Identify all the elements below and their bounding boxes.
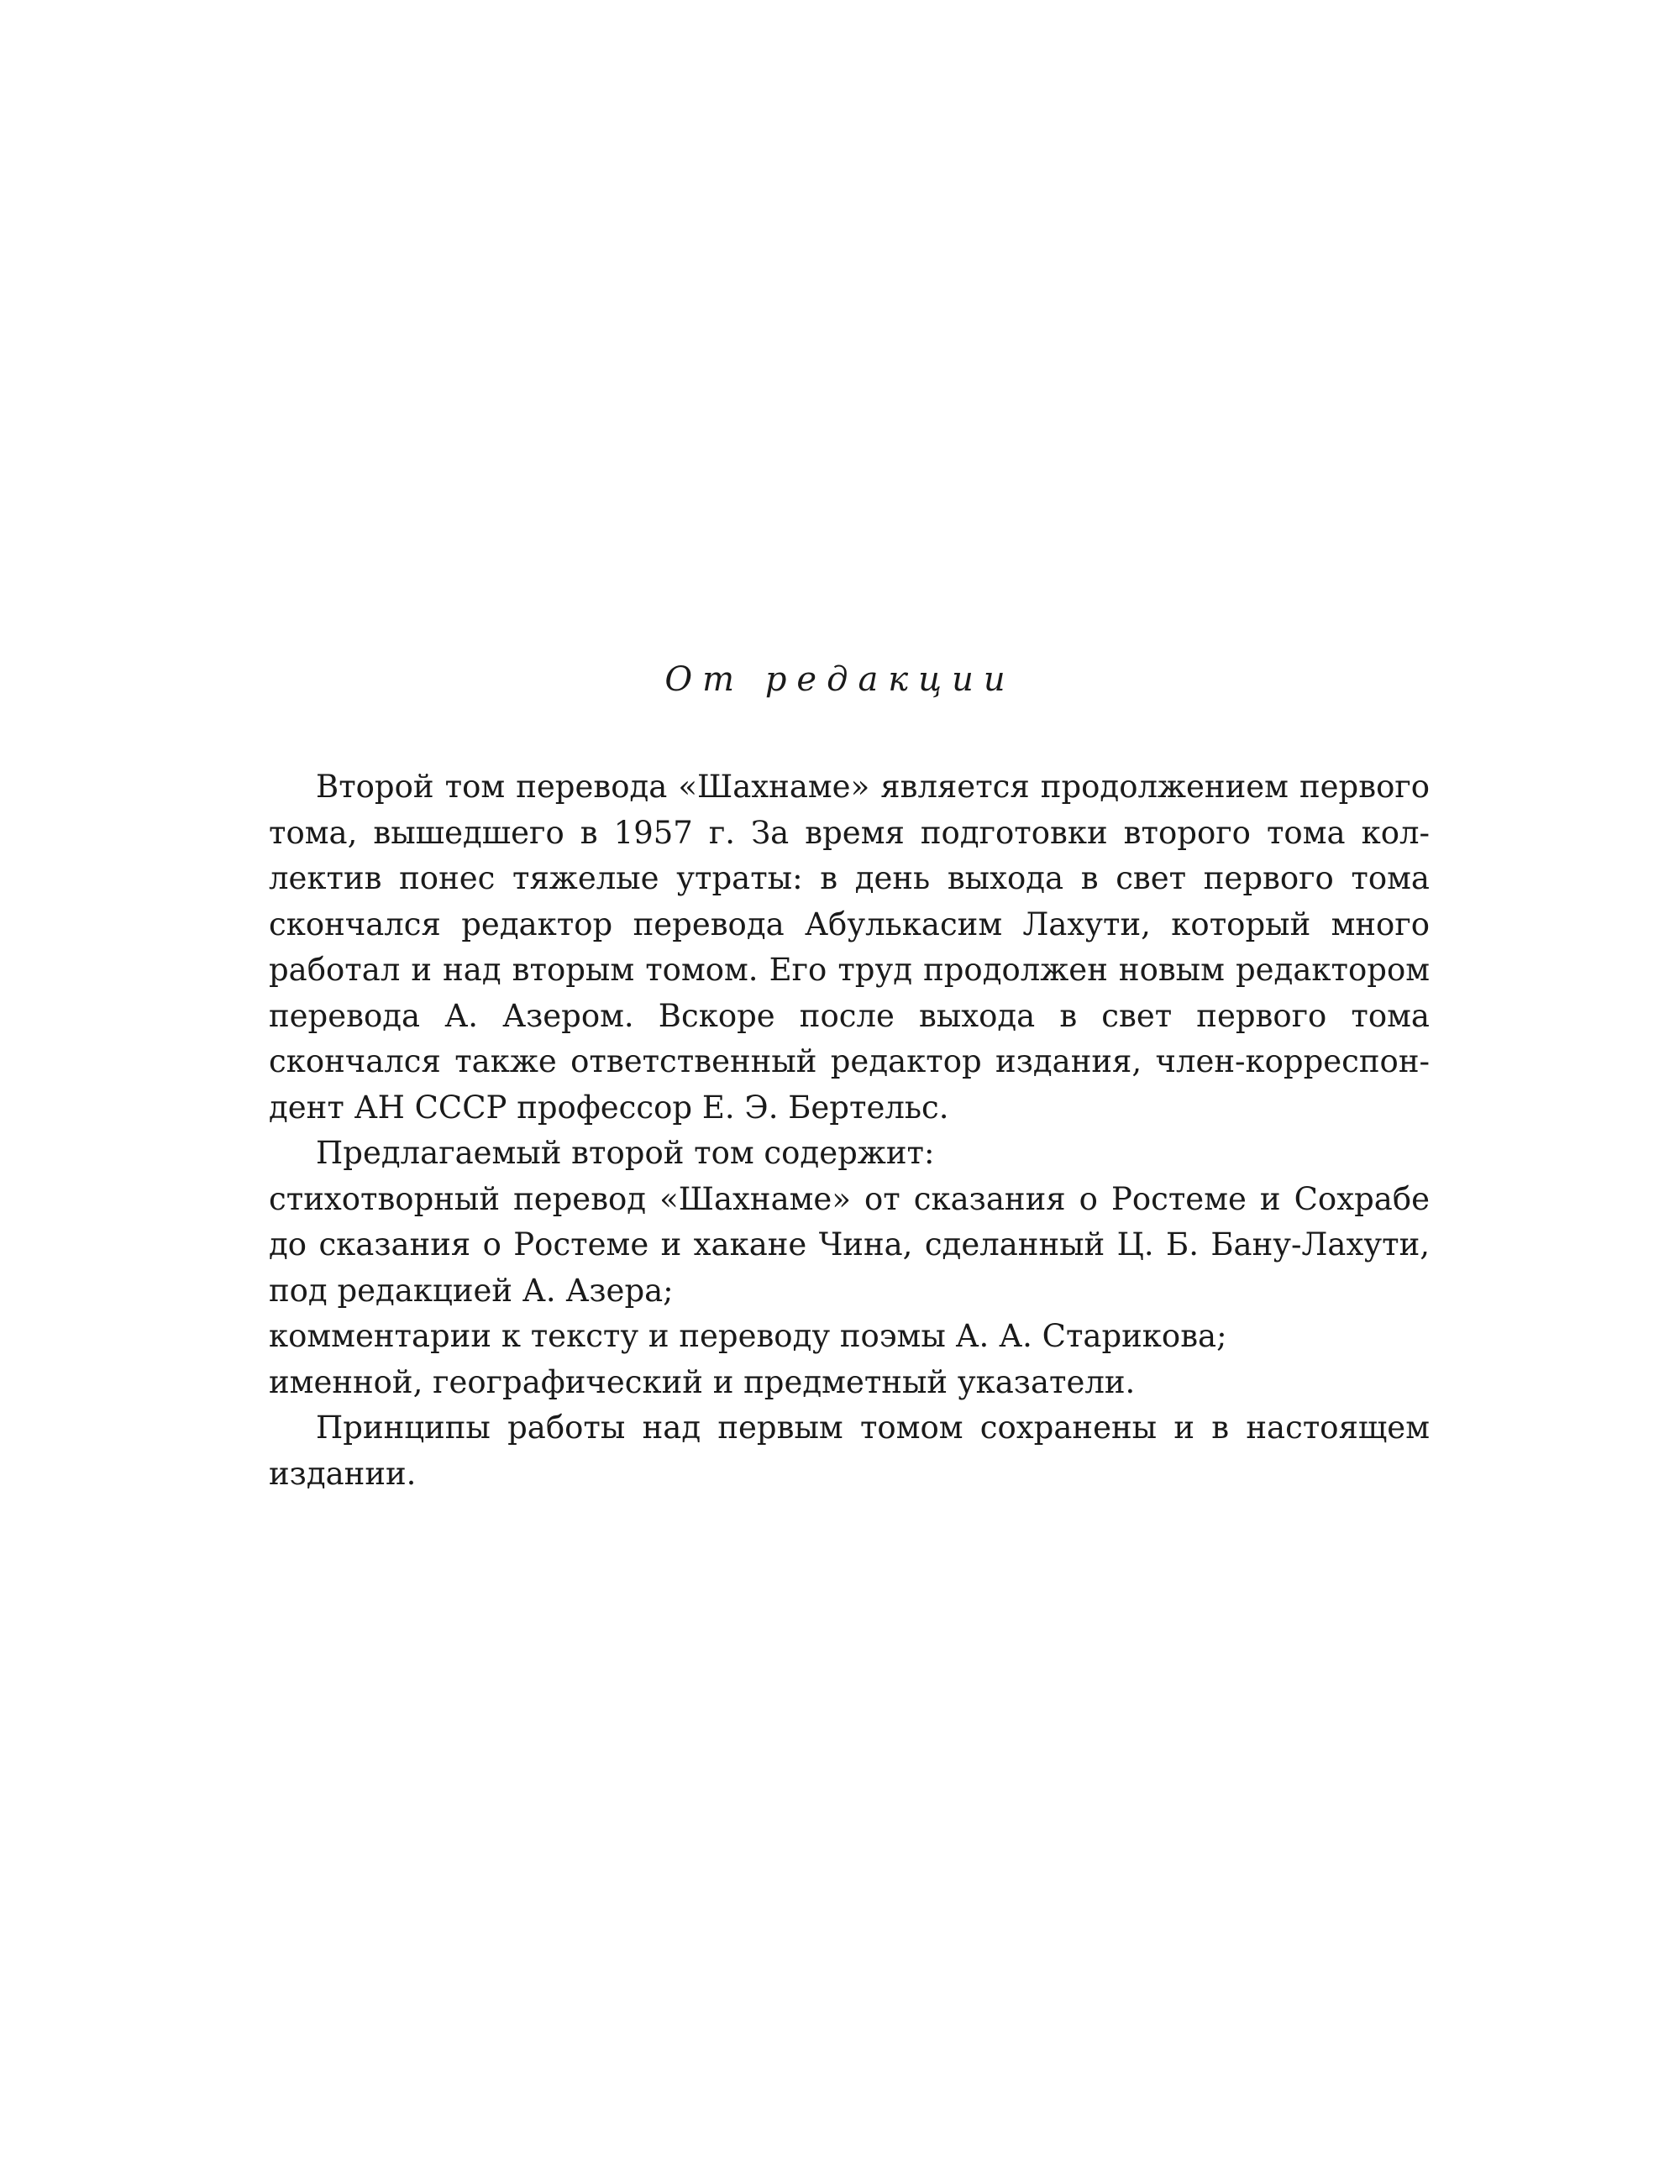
editorial-text <box>269 764 1430 1497</box>
text-line: до сказания о Ростеме и хакане Чина, сделанный Ц. Б. Бану-Лахути, <box>269 1226 1430 1263</box>
page-title: От редакции <box>664 660 1016 699</box>
text-line: издании. <box>269 1455 417 1492</box>
text-line: тома, вышедшего в 1957 г. За время подготовки второго тома кол- <box>269 814 1430 851</box>
text-line: Принципы работы над первым томом сохранены и в настоящем <box>316 1410 1430 1446</box>
text-line: под редакцией А. Азера; <box>269 1272 674 1309</box>
text-line: работал и над вторым томом. Его труд продолжен новым редактором <box>269 952 1430 988</box>
text-line: Предлагаемый второй том содержит: <box>316 1135 935 1171</box>
text-line: Второй том перевода «Шахнаме» является продолжением первого <box>316 769 1430 805</box>
text-line: скончался также ответственный редактор издания, член-корреспон- <box>269 1043 1430 1079</box>
text-line: комментарии к тексту и переводу поэмы А. А. Старикова; <box>269 1318 1227 1354</box>
text-line: именной, географический и предметный указатели. <box>269 1363 1136 1400</box>
text-line: перевода А. Азером. Вскоре после выхода в свет первого тома <box>269 997 1430 1034</box>
text-line: скончался редактор перевода Абулькасим Лахути, который много <box>269 906 1430 942</box>
text-line: лектив понес тяжелые утраты: в день выхода в свет первого тома <box>269 860 1430 896</box>
text-line: стихотворный перевод «Шахнаме» от сказания о Ростеме и Сохрабе <box>269 1180 1430 1217</box>
text-line: дент АН СССР профессор Е. Э. Бертельс. <box>269 1089 949 1126</box>
